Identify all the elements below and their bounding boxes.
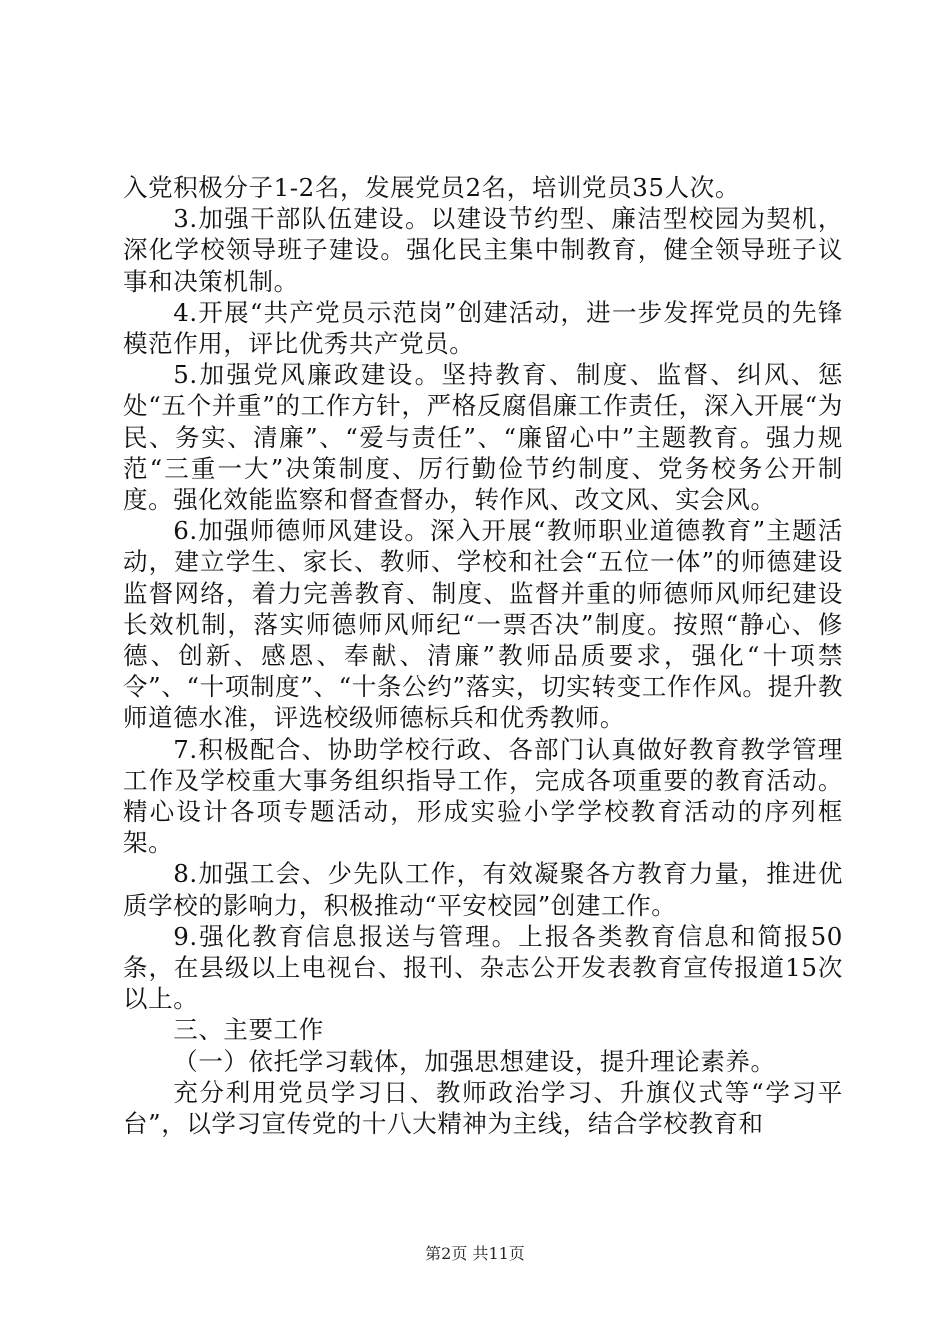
paragraph: 9.强化教育信息报送与管理。上报各类教育信息和简报50条，在县级以上电视台、报刊、杂志公开发表教育宣传报道15次以上。 xyxy=(123,921,843,1014)
paragraph: 4.开展“共产党员示范岗”创建活动，进一步发挥党员的先锋模范作用，评比优秀共产党员。 xyxy=(123,297,843,359)
paragraph: 7.积极配合、协助学校行政、各部门认真做好教育教学管理工作及学校重大事务组织指导工作，完成各项重要的教育活动。精心设计各项专题活动，形成实验小学学校教育活动的序列框架。 xyxy=(123,734,843,858)
section-heading: 三、主要工作 xyxy=(173,1015,324,1045)
subsection-heading: （一）依托学习载体，加强思想建设，提升理论素养。 xyxy=(173,1046,776,1076)
paragraph: 5.加强党风廉政建设。坚持教育、制度、监督、纠风、惩处“五个并重”的工作方针，严格反腐倡廉工作责任，深入开展“为民、务实、清廉”、“爱与责任”、“廉留心中”主题教育。强力规范“三重一大”决策制度、厉行勤俭节约制度、党务校务公开制度。强化效能监察和督查督办，转作风、改文风、实会风。 xyxy=(123,360,843,515)
document-body xyxy=(123,172,843,1139)
paragraph: 8.加强工会、少先队工作，有效凝聚各方教育力量，推进优质学校的影响力，积极推动“平安校园”创建工作。 xyxy=(123,859,843,920)
paragraph: 入党积极分子1-2名，发展党员2名，培训党员35人次。 xyxy=(123,173,740,202)
page-number-footer: 第2页 共11页 xyxy=(425,1244,525,1263)
paragraph: 6.加强师德师风建设。深入开展“教师职业道德教育”主题活动，建立学生、家长、教师、学校和社会“五位一体”的师德建设监督网络，着力完善教育、制度、监督并重的师德师风师纪建设长效机制，落实师德师风师纪“一票否决”制度。按照“静心、修德、创新、感恩、奉献、清廉”教师品质要求，强化“十项禁令”、“十项制度”、“十条公约”落实，切实转变工作作风。提升教师道德水准，评选校级师德标兵和优秀教师。 xyxy=(123,516,843,733)
paragraph: 3.加强干部队伍建设。以建设节约型、廉洁型校园为契机，深化学校领导班子建设。强化民主集中制教育，健全领导班子议事和决策机制。 xyxy=(123,204,843,296)
paragraph: 充分利用党员学习日、教师政治学习、升旗仪式等“学习平台”，以学习宣传党的十八大精神为主线，结合学校教育和 xyxy=(123,1077,843,1139)
